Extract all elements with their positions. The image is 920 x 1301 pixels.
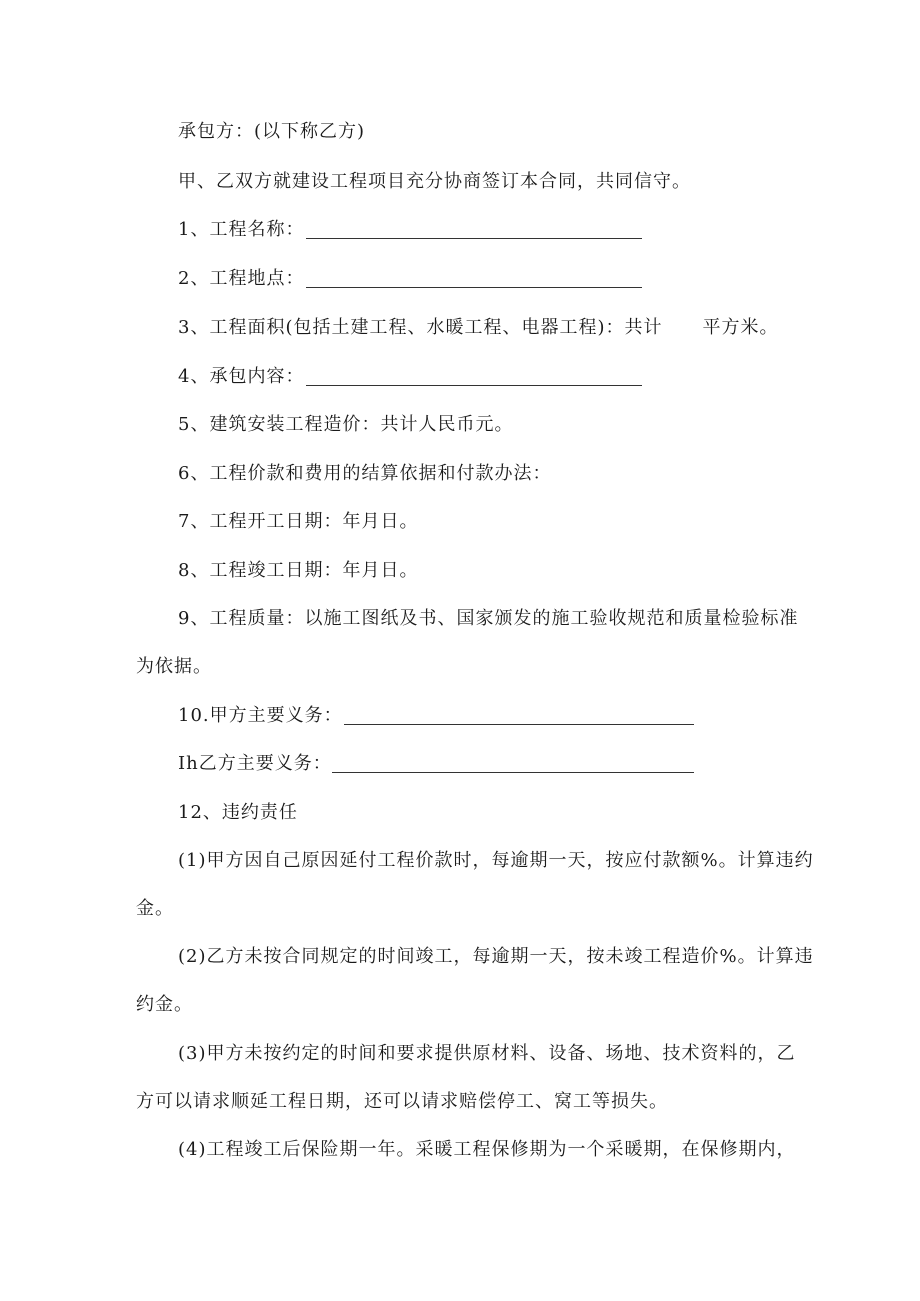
breach-clause-4-line-1: (4)工程竣工后保险期一年。采暖工程保修期为一个采暖期，在保修期内， xyxy=(178,1139,796,1160)
start-date-line: 7、工程开工日期：年月日。 xyxy=(178,511,419,532)
contract-scope-label: 4、承包内容： xyxy=(178,366,305,387)
party-b-obligations-label: Ih乙方主要义务： xyxy=(178,753,332,774)
intro-line: 甲、乙双方就建设工程项目充分协商签订本合同，共同信守。 xyxy=(178,171,691,192)
project-area-line xyxy=(178,316,779,340)
completion-date-line: 8、工程竣工日期：年月日。 xyxy=(178,560,419,581)
contract-scope-blank xyxy=(306,385,642,386)
quality-line-2: 为依据。 xyxy=(136,656,212,677)
payment-method-line: 6、工程价款和费用的结算依据和付款办法： xyxy=(178,463,552,484)
breach-clause-1-line-1: (1)甲方因自己原因延付工程价款时，每逾期一天，按应付款额%。计算违约 xyxy=(178,850,814,871)
project-name-label: 1、工程名称： xyxy=(178,219,305,240)
project-area-unit: 平方米。 xyxy=(702,317,779,338)
party-a-obligations-label: 10.甲方主要义务： xyxy=(178,705,343,726)
project-name-blank xyxy=(306,238,642,239)
breach-clause-2-line-1: (2)乙方未按合同规定的时间竣工，每逾期一天，按未竣工程造价%。计算违 xyxy=(178,946,814,967)
quality-line-1: 9、工程质量：以施工图纸及书、国家颁发的施工验收规范和质量检验标准 xyxy=(178,608,799,629)
breach-clause-3-line-1: (3)甲方未按约定的时间和要求提供原材料、设备、场地、技术资料的，乙 xyxy=(178,1043,796,1064)
party-b-obligations-blank xyxy=(332,772,694,773)
project-location-blank xyxy=(306,287,642,288)
party-a-obligations-blank xyxy=(344,724,694,725)
breach-clause-3-line-2: 方可以请求顺延工程日期，还可以请求赔偿停工、窝工等损失。 xyxy=(136,1091,668,1112)
project-location-label: 2、工程地点： xyxy=(178,268,305,289)
breach-liability-heading: 12、违约责任 xyxy=(178,802,298,823)
project-area-text: 3、工程面积(包括土建工程、水暖工程、电器工程)：共计 xyxy=(178,317,663,338)
contractor-line: 承包方：(以下称乙方) xyxy=(178,121,366,142)
breach-clause-2-line-2: 约金。 xyxy=(136,994,193,1015)
project-cost-line: 5、建筑安装工程造价：共计人民币元。 xyxy=(178,414,514,435)
breach-clause-1-line-2: 金。 xyxy=(136,898,174,919)
